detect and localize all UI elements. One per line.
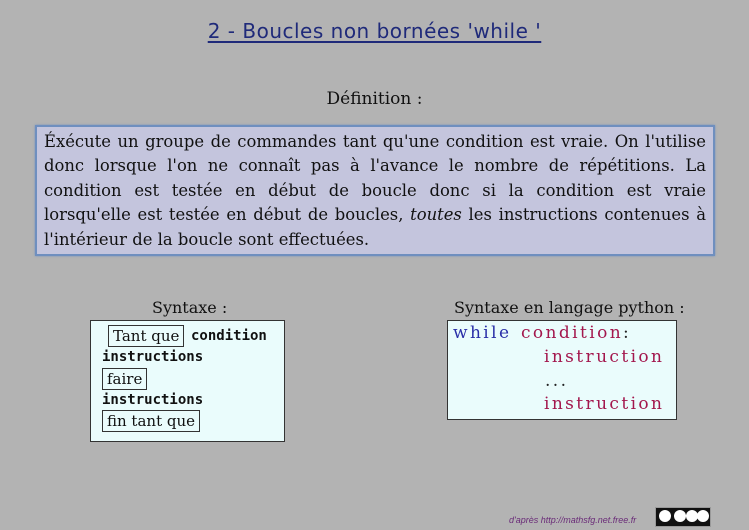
python-ellipsis: ... (545, 371, 569, 391)
instructions-text-2: instructions (102, 392, 204, 408)
python-code-box (447, 320, 677, 420)
syntax-heading: Syntaxe : (152, 298, 228, 317)
python-condition: condition (521, 323, 624, 343)
creative-commons-by-nc-sa-icon (655, 507, 711, 527)
credit-text: d'après http://mathsfg.net.free.fr (509, 515, 637, 525)
python-syntax-heading: Syntaxe en langage python : (454, 298, 685, 317)
pseudocode-box (90, 320, 285, 442)
definition-heading: Définition : (326, 89, 423, 109)
instructions-text-1: instructions (102, 349, 204, 365)
fin-tant-que-keyword: fin tant que (102, 410, 200, 432)
condition-text: condition (191, 328, 267, 344)
python-instruction-1: instruction (544, 347, 665, 367)
faire-keyword: faire (102, 368, 147, 390)
definition-text-after: les instructions contenues à l'intérieur de la boucle sont effectuées. (44, 205, 706, 249)
definition-text-emphasis: toutes (410, 205, 462, 225)
python-instruction-2: instruction (544, 394, 665, 414)
definition-box (35, 125, 715, 256)
while-keyword: while (453, 323, 512, 343)
tant-que-keyword: Tant que (108, 325, 184, 347)
page-title: 2 - Boucles non bornées 'while ' (207, 19, 542, 43)
python-colon: : (623, 323, 632, 343)
definition-text-before: Éxécute un groupe de commandes tant qu'une condition est vraie. On l'utilise donc lorsque l'on ne connaît pas à l'avance le nombre de répétitions. La condition est testée en début de boucle donc si la condition est vraie lorsqu'elle est testée en début de boucles, (44, 132, 706, 225)
